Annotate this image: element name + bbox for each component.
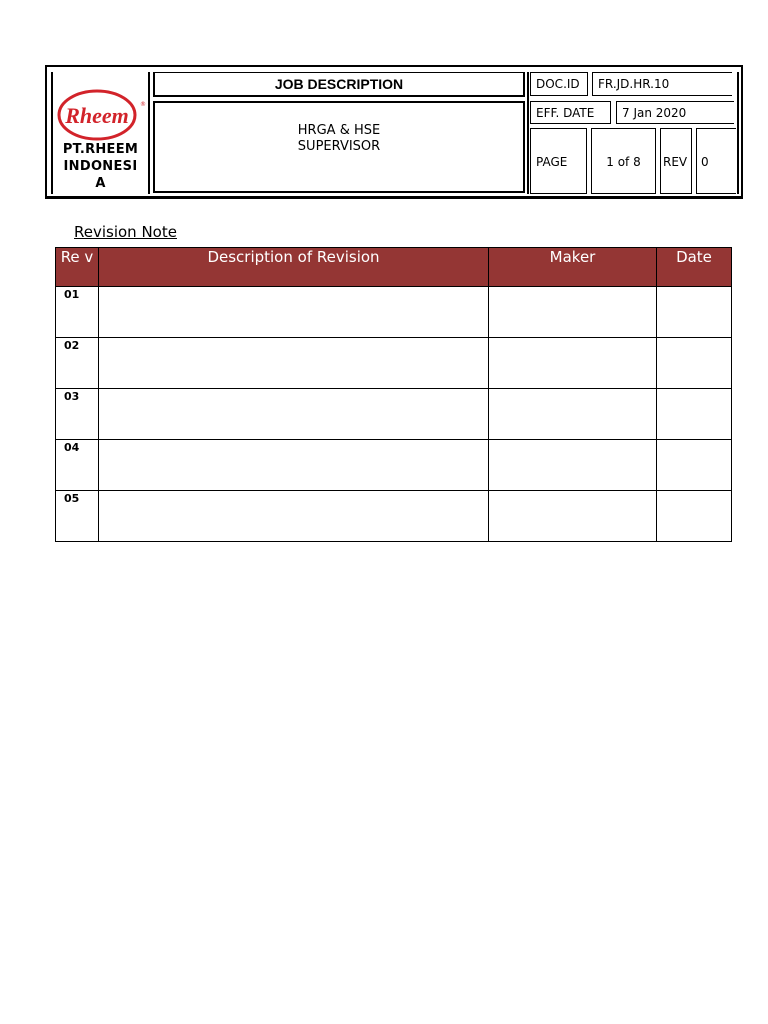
description-cell[interactable] [99,389,489,440]
table-row [56,491,732,542]
rheem-logo [56,88,146,142]
description-cell[interactable] [99,338,489,389]
header-divider-left [527,72,529,194]
rev-value: 0 [701,155,709,169]
rev-number-cell: 01 [56,287,99,338]
table-row [56,338,732,389]
description-cell[interactable] [99,287,489,338]
maker-cell[interactable] [489,338,657,389]
revision-table [55,247,732,542]
doc-id-value-cell [592,72,732,96]
table-row [56,440,732,491]
date-cell[interactable] [657,287,732,338]
rev-number-cell: 02 [56,338,99,389]
column-header-description: Description of Revision [99,248,489,287]
eff-date-value: 7 Jan 2020 [622,106,687,120]
rev-number-cell: 03 [56,389,99,440]
position-title [155,103,523,155]
page-label-cell [530,128,587,194]
eff-date-label: EFF. DATE [536,106,595,120]
eff-date-label-cell [530,101,611,124]
rev-label: REV [663,155,688,169]
date-cell[interactable] [657,338,732,389]
table-row [56,287,732,338]
date-cell[interactable] [657,440,732,491]
description-cell[interactable] [99,491,489,542]
doc-id-label: DOC.ID [536,77,580,91]
revision-table-header [56,248,732,287]
column-header-maker: Maker [489,248,657,287]
date-cell[interactable] [657,389,732,440]
title-box [153,72,525,97]
page-value: 1 of 8 [606,155,641,169]
logo-registered-mark: ® [140,101,146,108]
header-divider-right [737,72,739,194]
description-cell[interactable] [99,440,489,491]
position-title-line-1: HRGA & HSE [297,123,381,138]
maker-cell[interactable] [489,491,657,542]
document-title: JOB DESCRIPTION [274,76,404,92]
doc-id-value: FR.JD.HR.10 [598,77,670,91]
company-name-line-1: PT.RHEEM [62,142,139,157]
rev-value-cell [696,128,736,194]
eff-date-value-cell [616,101,734,124]
position-title-line-2: SUPERVISOR [297,139,381,154]
table-row [56,389,732,440]
header-double-rule [45,196,743,199]
page-value-cell [591,128,656,194]
maker-cell[interactable] [489,440,657,491]
maker-cell[interactable] [489,389,657,440]
company-name [51,141,150,192]
company-name-line-2: INDONESI [63,159,138,174]
revision-note-heading: Revision Note [74,223,177,241]
rev-number-cell: 04 [56,440,99,491]
rev-number-cell: 05 [56,491,99,542]
column-header-date: Date [657,248,732,287]
position-box [153,101,525,193]
doc-id-label-cell [530,72,588,96]
logo-wordmark: Rheem [65,103,129,128]
page-label: PAGE [536,155,568,169]
rev-label-cell [660,128,692,194]
column-header-rev: Re v [56,248,99,287]
maker-cell[interactable] [489,287,657,338]
company-name-line-3: A [95,176,106,191]
date-cell[interactable] [657,491,732,542]
